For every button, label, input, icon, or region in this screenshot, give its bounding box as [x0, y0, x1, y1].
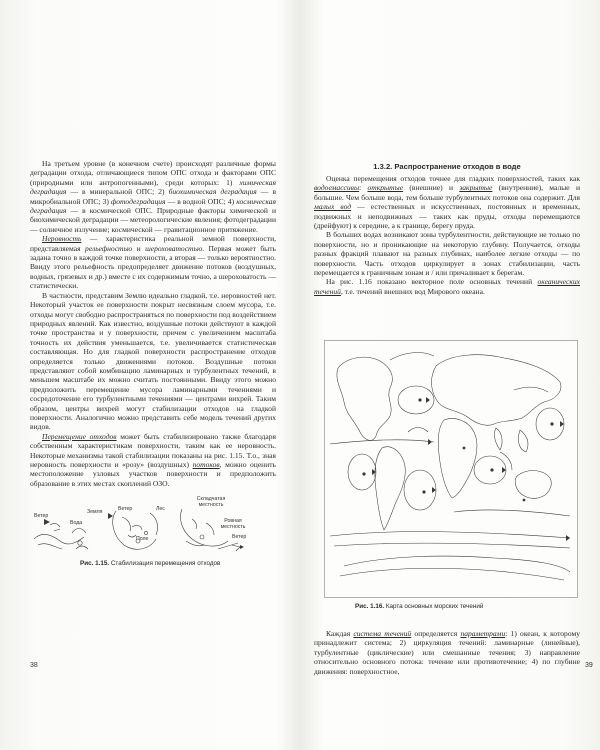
- label-veter-1: Ветер: [34, 513, 49, 519]
- label-veter-3: Ветер: [232, 534, 247, 540]
- text-run: . Первая может быть задана точно в каждой точке поверхности, а вторая — только вероятностно. Ввиду этого рельефность предопределяет движение потоков (воздушных, водных, грязевых и др.) вместе с их содержимым точно, а шероховатость — статистически.: [30, 243, 276, 291]
- text-run: Каждая: [326, 629, 354, 638]
- page-number-right: 39: [585, 662, 593, 669]
- stabilization-sketch: [32, 505, 252, 557]
- figure-1-16: [324, 340, 578, 598]
- paragraph: [314, 629, 580, 676]
- text-run: В частности, представим Землю идеально гладкой, т.е. неровностей нет. Некоторый участок ее поверхности покрыт несвязным слоем мусора, т.е. отходы могут свободно распространяться по поверхности под воздействием природных явлений. Как известно, воздушные потоки действуют в каждой точке пространства и у поверхности, причем с увеличением масштаба точность их действия уменьшается, т.е. увеличивается статистическая составляющая. Но для гладкой поверхности распространение отходов определяется только движениями потоков. Воздушные потоки представляют собой комбинацию ламинарных и турбулентных течений, в меньшем масштабе их можно считать постоянными. Ввиду этого можно предположить перемещение мусора ламинарными течениями и сосредоточение его турбулентными течениями — центрами вихрей. Таким образом, центры вихрей могут стабилизации отходов на гладкой поверхности. Аналогично можно представить себе модель течений других видов.: [30, 290, 276, 432]
- label-veter-2: Ветер: [118, 506, 133, 512]
- text-run: — в водной ОПС; 4): [165, 196, 237, 206]
- paragraph: [314, 230, 580, 277]
- emphasized-term: рельефностью: [85, 243, 133, 253]
- emphasized-term: Перемещение отходов: [42, 431, 117, 441]
- text-run: — в космической ОПС. Природные факторы химической и биохимической деградации — метеорологические явления; фотодеградации — солнечное излучение; космической — гравитационное притяжение.: [30, 206, 276, 234]
- paragraph: [30, 432, 276, 488]
- text-run: — характеристика реальной земной поверхности, представляемая: [30, 234, 276, 253]
- emphasized-term: малых вод: [314, 202, 352, 212]
- emphasized-term: фотодеградация: [110, 196, 166, 206]
- caption-number: Рис. 1.16.: [355, 603, 385, 610]
- label-skladchataya: Складчатая местность: [196, 496, 226, 508]
- figure-1-15-caption: [80, 560, 220, 567]
- text-run: — в микробиальной ОПС; 3): [30, 187, 277, 206]
- emphasized-term: закрытые: [459, 183, 493, 193]
- label-zemlya: Земля: [87, 509, 103, 515]
- paragraph: [30, 234, 276, 290]
- emphasized-term: параметрами: [460, 629, 506, 638]
- text-run: , можно оценить местоположение узловых участков поверхности и предположить образование в этих местах скоплений ОЗО.: [30, 460, 276, 488]
- right-page: [300, 0, 600, 750]
- page-number-left: 38: [30, 662, 38, 669]
- text-run: и: [132, 243, 146, 253]
- right-body-text-top: [314, 174, 580, 296]
- label-rovnaya: Ровная местность: [220, 518, 246, 530]
- world-current-map: [324, 340, 578, 598]
- figure-1-16-caption: [355, 603, 483, 610]
- left-body-text: [30, 159, 276, 488]
- paragraph: [314, 174, 580, 230]
- text-run: — естественных и искусственных, постоянных и временных, подвижных и неподвижных — таких как пруды, отходы перемещаются (дрейфуют) к середине, а к границе, берегу пруда.: [314, 202, 580, 231]
- text-run: (внутренние), малые и большие. Чем больше вода, тем больше турбулентных потоков она содержит. Для: [314, 183, 581, 202]
- right-body-text-bottom: [314, 629, 580, 676]
- emphasized-term: Неровность: [42, 234, 82, 244]
- text-run: может быть стабилизировано также благодаря собственным характеристикам поверхности, таким как ее неровность. Некоторые механизмы такой стабилизации показаны на рис. 1.15. Т.о., зная неровность поверхности и «розу» (воздушных): [30, 431, 276, 469]
- emphasized-term: шероховатостью: [145, 243, 203, 253]
- emphasized-term: открытые: [367, 183, 404, 193]
- text-run: На рис. 1.16 показано векторное поле основных течений: [326, 277, 538, 287]
- paragraph: [314, 277, 580, 296]
- section-heading: 1.3.2. Распространение отходов в воде: [373, 162, 521, 171]
- text-run: Оценка перемещения отходов точнее для гладких поверхностей, таких как: [326, 174, 580, 183]
- text-run: На третьем уровне (в конечном счете) происходят различные формы деградации отхода, отличающиеся типом ОПС отхода и факторами ОПС (природными или антропогенными), среди которых: 1): [30, 159, 276, 187]
- paragraph: [30, 291, 276, 432]
- caption-text: Стабилизация перемещения отходов: [109, 560, 221, 567]
- text-run: , т.е. течений внешних вод Мирового океана.: [340, 286, 485, 296]
- emphasized-term: химическая деградация: [30, 177, 276, 197]
- text-run: :: [359, 183, 368, 193]
- label-pole: Поле: [136, 536, 149, 542]
- figure-1-15: [32, 496, 252, 557]
- text-run: определяется: [411, 629, 461, 638]
- emphasized-term: океанических течений: [314, 277, 580, 296]
- emphasized-term: потоков: [192, 460, 220, 469]
- caption-number: Рис. 1.15.: [80, 560, 110, 567]
- label-les: Лес: [156, 506, 165, 512]
- text-run: (внешние) и: [403, 183, 460, 193]
- label-voda: Вода: [70, 520, 83, 526]
- emphasized-term: биохимическая деградация: [168, 187, 257, 197]
- emphasized-term: система течений: [353, 629, 412, 638]
- paragraph: [30, 159, 276, 234]
- emphasized-term: водоемассивы: [314, 183, 360, 193]
- caption-text: Карта основных морских течений: [384, 603, 484, 610]
- text-run: В больших водах возникают зоны турбулентности, действующие не только по поверхности, но и проникающие на некоторую глубину. Получается, отходы разных фракций плавают на разных глубинах, наиболее легкие отходы — по поверхности. Часть отходов циркулирует в зонах стабилизации, часть перемещается к граничным зонам и / или причаливает к берегам.: [314, 230, 580, 278]
- emphasized-term: космическая деградация: [30, 196, 276, 216]
- text-run: — в минеральной ОПС; 2): [66, 187, 169, 197]
- text-run: : 1) океан, к которому принадлежит система; 2) циркуляция течений: ламинарные (линейные), турбулентные (циклические) или смешанные течения; 3) направление относительно основного потока: течение или противотечение; 4) по глубине движения: поверхностное,: [314, 629, 580, 676]
